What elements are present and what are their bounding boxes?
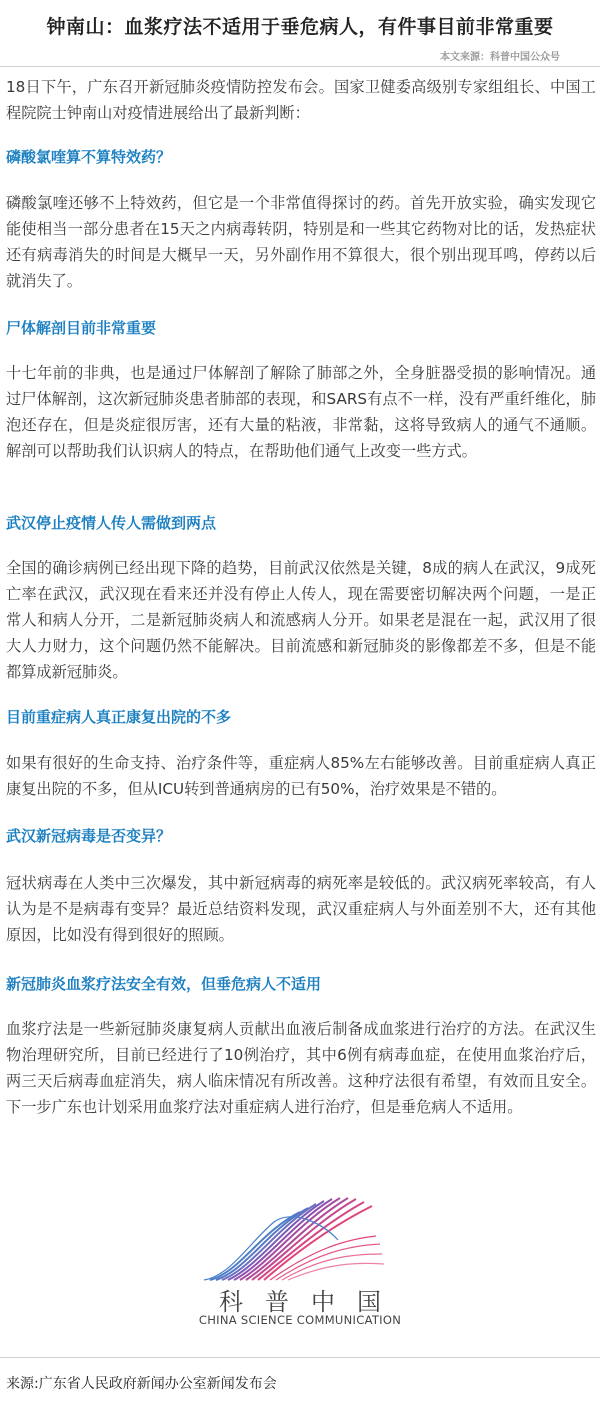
logo-chinese-name: 科普中国 bbox=[219, 1288, 403, 1316]
section-body-severe-recovery: 如果有很好的生命支持、治疗条件等，重症病人85%左右能够改善。目前重症病人真正康复出院的不多，但从ICU转到普通病房的已有50%，治疗效果是不错的。 bbox=[6, 754, 596, 798]
section-body-virus-mutation: 冠状病毒在人类中三次爆发，其中新冠病毒的病死率是较低的。武汉病死率较高，有人认为是不是病毒有变异？最近总结资料发现，武汉重症病人与外面差别不大，还有其他原因，比如没有得到很好的照顾。 bbox=[6, 874, 596, 944]
section-heading-autopsy: 尸体解剖目前非常重要 bbox=[6, 319, 157, 337]
section-heading-severe-recovery: 目前重症病人真正康复出院的不多 bbox=[6, 708, 232, 726]
logo-ribbon-15 bbox=[288, 1263, 384, 1280]
title-divider bbox=[0, 66, 600, 67]
section-body-wuhan-transmission: 全国的确诊病例已经出现下降的趋势，目前武汉依然是关键，8成的病人在武汉，9成死亡率在武汉，武汉现在看来还并没有停止人传人，现在需要密切解决两个问题，一是正常人和病人分开，二是新冠肺炎病人和流感病人分开。如果老是混在一起，武汉用了很大人力财力，这个问题仍然不能解决。目前流感和新冠肺炎的影像都差不多，但是不能都算成新冠肺炎。 bbox=[6, 559, 596, 681]
footer-source: 来源:广东省人民政府新闻办公室新闻发布会 bbox=[6, 1376, 277, 1392]
section-heading-wuhan-transmission: 武汉停止疫情人传人需做到两点 bbox=[6, 514, 217, 532]
footer-divider bbox=[0, 1357, 600, 1358]
article-title: 钟南山：血浆疗法不适用于垂危病人，有件事目前非常重要 bbox=[46, 16, 554, 38]
section-body-chloroquine: 磷酸氯喹还够不上特效药，但它是一个非常值得探讨的药。首先开放实验，确实发现它能使相当一部分患者在15天之内病毒转阴，特别是和一些其它药物对比的话，发热症状还有病毒消失的时间是大概早一天，另外副作用不算很大，很个别出现耳鸣，停药以后就消失了。 bbox=[6, 194, 596, 290]
kepu-logo-graphic bbox=[170, 1192, 430, 1287]
section-body-autopsy: 十七年前的非典，也是通过尸体解剖了解除了肺部之外，全身脏器受损的影响情况。通过尸体解剖，这次新冠肺炎患者肺部的表现，和SARS有点不一样，没有严重纤维化，肺泡还存在，但是炎症很厉害，还有大量的粘液，非常黏，这将导致病人的通气不通顺。解剖可以帮助我们认识病人的特点，在帮助他们通气上改变一些方式。 bbox=[6, 364, 596, 460]
intro-paragraph: 18日下午，广东召开新冠肺炎疫情防控发布会。国家卫健委高级别专家组组长、中国工程院院士钟南山对疫情进展给出了最新判断： bbox=[6, 78, 596, 122]
logo-english-name: CHINA SCIENCE COMMUNICATION bbox=[198, 1313, 402, 1327]
section-heading-plasma-therapy: 新冠肺炎血浆疗法安全有效，但垂危病人不适用 bbox=[6, 975, 322, 993]
source-note: 本文来源：科普中国公众号 bbox=[440, 52, 560, 63]
section-heading-chloroquine: 磷酸氯喹算不算特效药？ bbox=[6, 148, 172, 166]
section-heading-virus-mutation: 武汉新冠病毒是否变异？ bbox=[6, 827, 172, 845]
section-body-plasma-therapy: 血浆疗法是一些新冠肺炎康复病人贡献出血液后制备成血浆进行治疗的方法。在武汉生物治理研究所，目前已经进行了10例治疗，其中6例有病毒血症，在使用血浆治疗后，两三天后病毒血症消失，病人临床情况有所改善。这种疗法很有希望，有效而且安全。下一步广东也计划采用血浆疗法对重症病人进行治疗，但是垂危病人不适用。 bbox=[6, 1020, 596, 1116]
kepu-china-logo bbox=[170, 1192, 430, 1332]
